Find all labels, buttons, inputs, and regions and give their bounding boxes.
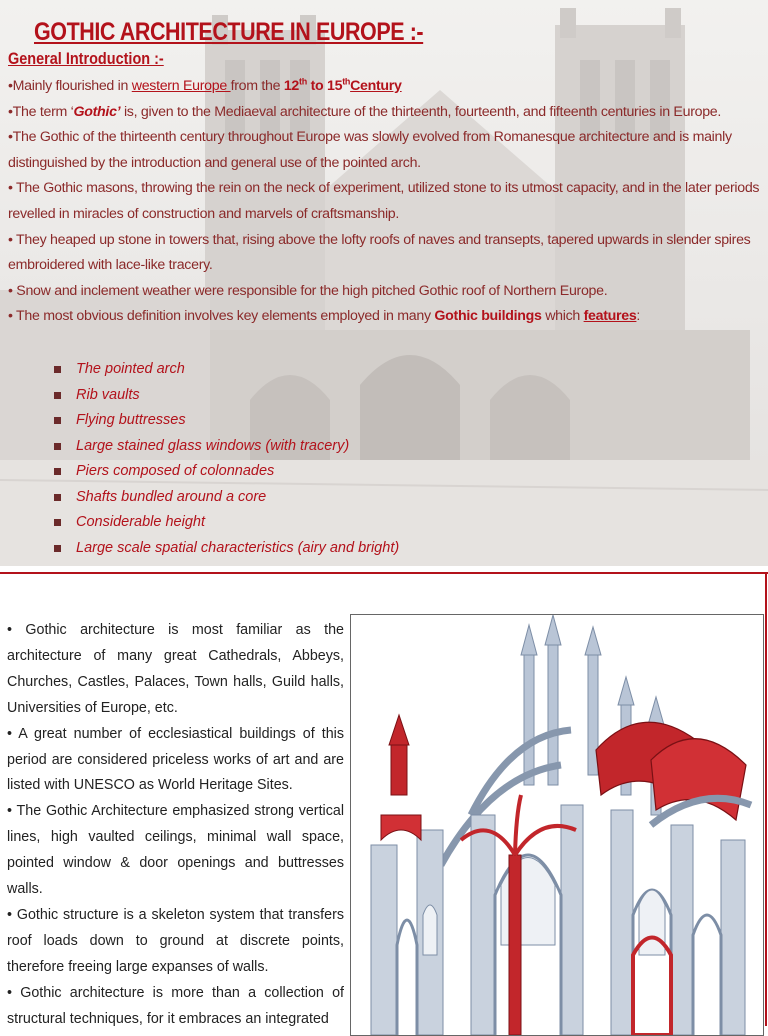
paragraph-integrated: • Gothic architecture is more than a collection of structural techniques, for it embraces an integrated	[7, 984, 344, 1027]
feature-item: Shafts bundled around a core	[54, 485, 399, 511]
square-bullet-icon	[54, 392, 61, 399]
gothic-cathedral-cutaway-illustration	[350, 614, 764, 1036]
feature-item: Considerable height	[54, 510, 399, 536]
features-list	[54, 357, 399, 561]
cathedral-cutaway-drawing	[351, 615, 763, 1035]
paragraph-vertical-lines: • The Gothic Architecture emphasized strong vertical lines, high vaulted ceilings, minimal wall space, pointed window & door openings and buttresses walls.	[7, 803, 344, 898]
feature-item: Large scale spatial characteristics (airy and bright)	[54, 536, 399, 562]
square-bullet-icon	[54, 494, 61, 501]
intro-item-term: •The term ‘Gothic’ is, given to the Mediaeval architecture of the thirteenth, fourteenth, and fifteenth centuries in Europe.	[8, 103, 722, 120]
intro-item-masons: • The Gothic masons, throwing the rein on the neck of experiment, utilized stone to its utmost capacity, and in the later periods revelled in miracles of construction and marvels of craftsmanship.	[8, 180, 760, 222]
square-bullet-icon	[54, 417, 61, 424]
feature-item: Large stained glass windows (with tracery)	[54, 434, 399, 460]
feature-item: Rib vaults	[54, 383, 399, 409]
intro-item-towers: • They heaped up stone in towers that, rising above the lofty roofs of naves and transepts, tapered upwards in slender spires embroidered with lace-like tracery.	[8, 231, 751, 274]
square-bullet-icon	[54, 366, 61, 373]
feature-item: Piers composed of colonnades	[54, 459, 399, 485]
slide-border	[765, 574, 767, 1026]
page-title: GOTHIC ARCHITECTURE IN EUROPE :-	[34, 18, 424, 46]
square-bullet-icon	[54, 443, 61, 450]
intro-item-roof: • Snow and inclement weather were responsible for the high pitched Gothic roof of Northern Europe.	[8, 282, 608, 299]
characteristics-text	[7, 618, 344, 1033]
section-subtitle: General Introduction :-	[8, 49, 164, 68]
paragraph-skeleton-system: • Gothic structure is a skeleton system that transfers roof loads down to ground at discrete points, therefore freeing large expanses of walls.	[7, 906, 344, 975]
square-bullet-icon	[54, 468, 61, 475]
feature-item: Flying buttresses	[54, 408, 399, 434]
paragraph-familiar: • Gothic architecture is most familiar as the architecture of many great Cathedrals, Abbeys, Churches, Castles, Palaces, Town halls, Guild halls, Universities of Europe, etc.	[7, 622, 344, 716]
western-europe-link[interactable]: western Europe	[131, 78, 231, 94]
square-bullet-icon	[54, 519, 61, 526]
paragraph-unesco: • A great number of ecclesiastical buildings of this period are considered priceless works of art and are listed with UNESCO as World Heritage Sites.	[7, 725, 344, 794]
feature-item: The pointed arch	[54, 357, 399, 383]
intro-item-period: •Mainly flourished in western Europe from the 12th to 15thCentury	[8, 76, 402, 94]
intro-item-evolution: •The Gothic of the thirteenth century throughout Europe was slowly evolved from Romanesque architecture and is mainly distinguished by the introduction and general use of the pointed arch.	[8, 129, 732, 171]
intro-item-definition: • The most obvious definition involves key elements employed in many Gothic buildings which features:	[8, 308, 641, 325]
square-bullet-icon	[54, 545, 61, 552]
intro-bullet-list	[8, 74, 760, 330]
slide-gothic-characteristics	[0, 572, 768, 1026]
